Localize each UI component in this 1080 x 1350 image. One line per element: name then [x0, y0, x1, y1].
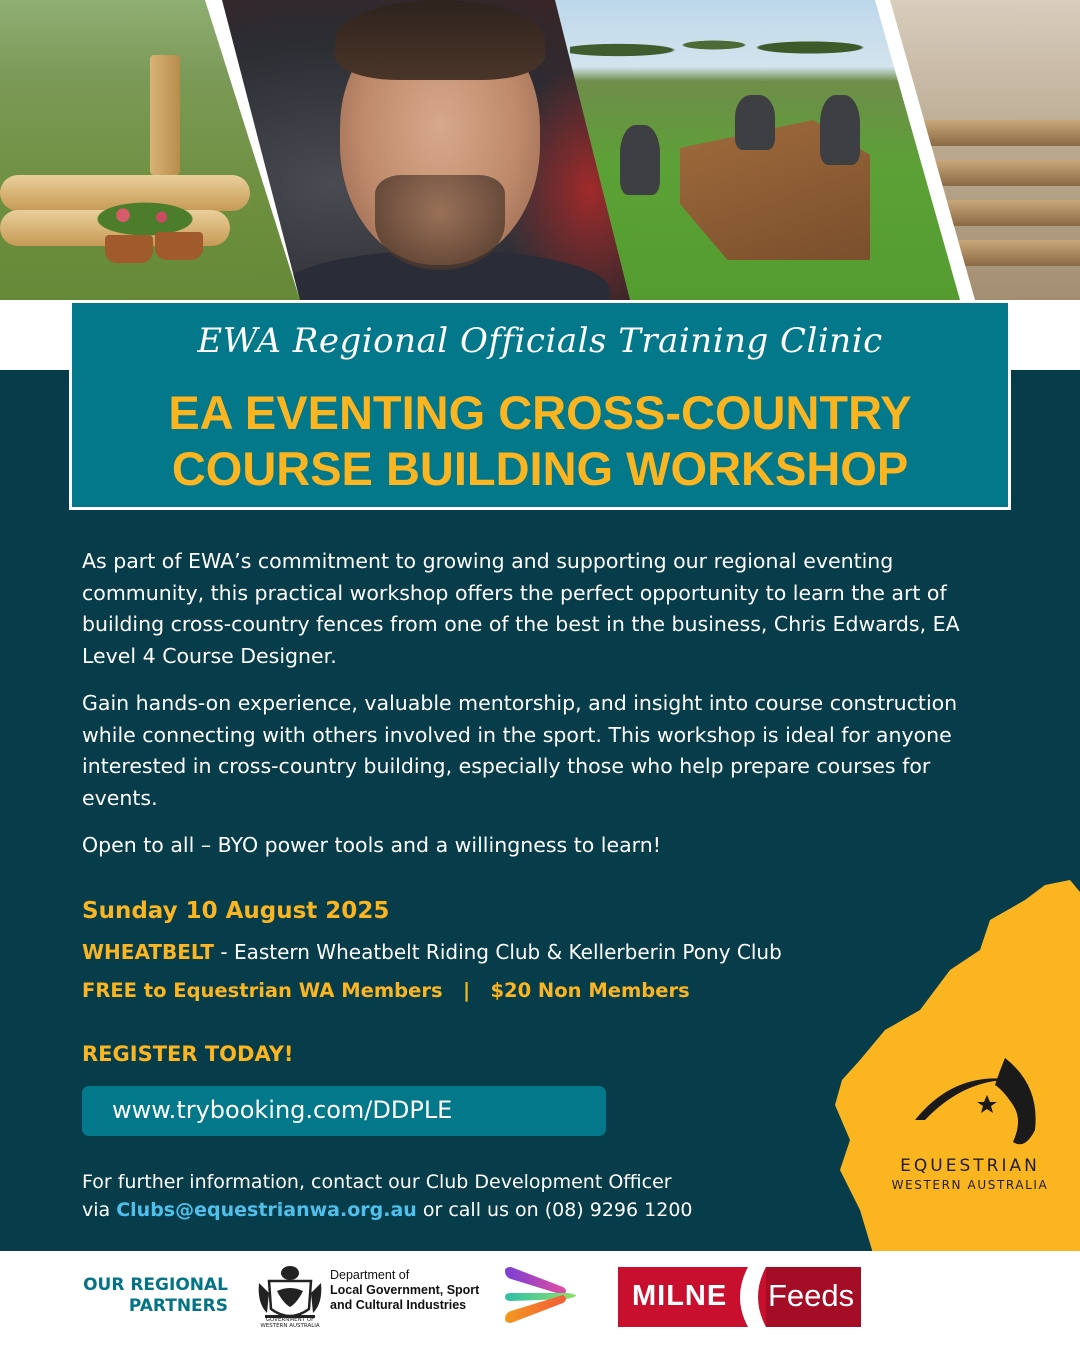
register-heading: REGISTER TODAY! — [82, 1042, 294, 1066]
title-box — [69, 300, 1011, 510]
photo-person — [620, 125, 660, 195]
event-pricing: FREE to Equestrian WA Members | $20 Non Members — [82, 979, 690, 1002]
photo-trees — [570, 20, 890, 70]
photo-beard — [375, 175, 505, 270]
horse-head-icon — [895, 1050, 1045, 1150]
description — [82, 546, 992, 878]
partners-label-line: OUR REGIONAL — [83, 1275, 228, 1295]
feeds-word: Feeds — [768, 1278, 855, 1313]
event-region: WHEATBELT — [82, 940, 215, 964]
ewa-logo — [870, 1050, 1070, 1200]
photo-post — [150, 55, 180, 175]
event-venue — [82, 940, 782, 964]
arrow-partner-logo-icon — [503, 1267, 587, 1323]
contact-line — [82, 1196, 802, 1224]
photo-log — [910, 160, 1080, 186]
dept-line: Local Government, Sport — [330, 1283, 480, 1297]
partners-label-line: PARTNERS — [128, 1296, 228, 1316]
wa-government-line: WESTERN AUSTRALIA — [260, 1323, 320, 1329]
dept-line: Department of — [330, 1268, 410, 1282]
photo-hair — [335, 0, 545, 80]
contact-info — [82, 1168, 802, 1224]
ewa-logo-line2: WESTERN AUSTRALIA — [891, 1178, 1049, 1192]
dept-line: and Cultural Industries — [330, 1298, 467, 1312]
description-paragraph: Gain hands-on experience, valuable mentorship, and insight into course construction while connecting with others involved in the sport. This workshop is ideal for anyone interested in cross-country building, especially those who help prepare courses for events. — [82, 691, 958, 810]
page-title-line: EA EVENTING CROSS-COUNTRY — [168, 386, 912, 439]
wa-government-text — [253, 1317, 327, 1329]
photo-person — [820, 95, 860, 165]
photo-pot — [155, 232, 203, 260]
page-subtitle: EWA Regional Officials Training Clinic — [197, 321, 883, 361]
partners-label — [80, 1275, 228, 1317]
photo-pot — [105, 235, 153, 263]
milne-word: MILNE — [632, 1280, 728, 1312]
contact-line: For further information, contact our Club Development Officer — [82, 1171, 672, 1193]
description-paragraph: Open to all – BYO power tools and a willingness to learn! — [82, 833, 661, 857]
page-title — [72, 385, 1008, 497]
event-venue-text: - Eastern Wheatbelt Riding Club & Kellerberin Pony Club — [214, 940, 782, 964]
description-paragraph: As part of EWA’s commitment to growing and supporting our regional eventing community, this practical workshop offers the perfect opportunity to learn the art of building cross-country fences from one of the best in the business, Chris Edwards, EA Level 4 Course Designer. — [82, 549, 960, 668]
photo-person — [735, 95, 775, 150]
wa-government-line: GOVERNMENT OF — [265, 1317, 315, 1323]
contact-via: via — [82, 1199, 117, 1221]
contact-phone: or call us on (08) 9296 1200 — [416, 1199, 693, 1221]
contact-email-link[interactable]: Clubs@equestrianwa.org.au — [116, 1199, 417, 1221]
photo-log — [910, 120, 1080, 146]
registration-link[interactable]: www.trybooking.com/DDPLE — [82, 1086, 606, 1136]
event-date: Sunday 10 August 2025 — [82, 898, 390, 924]
page-title-line: COURSE BUILDING WORKSHOP — [171, 442, 909, 495]
dept-lgsc-name — [330, 1268, 479, 1313]
partners-bar — [0, 1251, 1080, 1350]
ewa-logo-line1: EQUESTRIAN — [900, 1156, 1040, 1176]
